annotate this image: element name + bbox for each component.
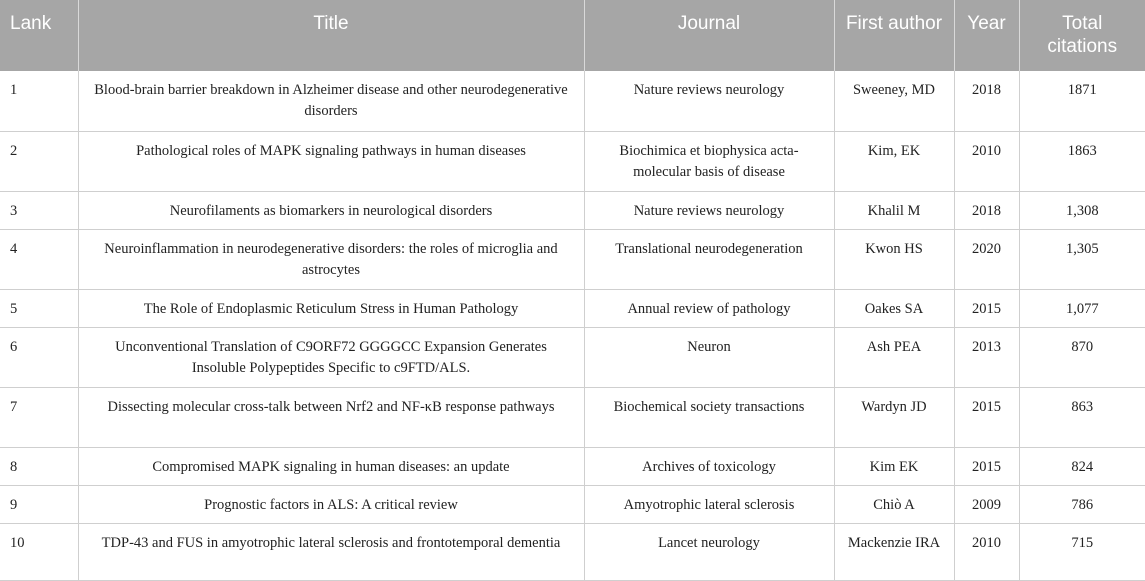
cell-first-author: Kwon HS [834,229,954,289]
cell-rank: 5 [0,289,78,327]
cell-rank: 7 [0,387,78,447]
cell-year: 2010 [954,131,1019,191]
cell-rank: 6 [0,327,78,387]
table-row [0,523,1145,580]
cell-citations: 715 [1019,523,1145,580]
cell-rank: 3 [0,191,78,229]
cell-journal: Lancet neurology [584,523,834,580]
header-first-author: First author [834,0,954,71]
cell-first-author: Ash PEA [834,327,954,387]
cell-citations: 863 [1019,387,1145,447]
cell-first-author: Oakes SA [834,289,954,327]
cell-title: Neurofilaments as biomarkers in neurological disorders [78,191,584,229]
table-row [0,289,1145,327]
cell-rank: 2 [0,131,78,191]
cell-year: 2010 [954,523,1019,580]
cell-first-author: Khalil M [834,191,954,229]
cell-title: Compromised MAPK signaling in human diseases: an update [78,447,584,485]
header-rank: Lank [0,0,78,71]
cell-rank: 4 [0,229,78,289]
cell-first-author: Kim EK [834,447,954,485]
cell-journal: Annual review of pathology [584,289,834,327]
cell-rank: 8 [0,447,78,485]
cell-first-author: Mackenzie IRA [834,523,954,580]
cell-journal: Amyotrophic lateral sclerosis [584,485,834,523]
cell-journal: Nature reviews neurology [584,71,834,131]
cell-title: Neuroinflammation in neurodegenerative disorders: the roles of microglia and astrocytes [78,229,584,289]
table-row [0,191,1145,229]
cell-citations: 1,308 [1019,191,1145,229]
cell-title: Dissecting molecular cross-talk between Nrf2 and NF-κB response pathways [78,387,584,447]
cell-journal: Neuron [584,327,834,387]
cell-title: Pathological roles of MAPK signaling pathways in human diseases [78,131,584,191]
table-row [0,131,1145,191]
cell-first-author: Sweeney, MD [834,71,954,131]
table-row [0,387,1145,447]
cell-year: 2015 [954,387,1019,447]
cell-year: 2018 [954,71,1019,131]
cell-year: 2018 [954,191,1019,229]
cell-citations: 1,305 [1019,229,1145,289]
cell-journal: Biochemical society transactions [584,387,834,447]
cell-rank: 1 [0,71,78,131]
header-total-citations: Total citations [1019,0,1145,71]
cell-year: 2020 [954,229,1019,289]
cell-year: 2009 [954,485,1019,523]
cell-year: 2013 [954,327,1019,387]
cell-year: 2015 [954,289,1019,327]
cell-citations: 1871 [1019,71,1145,131]
cell-journal: Biochimica et biophysica acta-molecular basis of disease [584,131,834,191]
table-row [0,71,1145,131]
cell-rank: 9 [0,485,78,523]
cell-citations: 786 [1019,485,1145,523]
cell-citations: 1863 [1019,131,1145,191]
cell-rank: 10 [0,523,78,580]
cell-year: 2015 [954,447,1019,485]
header-journal: Journal [584,0,834,71]
cell-journal: Archives of toxicology [584,447,834,485]
table-row [0,447,1145,485]
table-row [0,229,1145,289]
cell-citations: 1,077 [1019,289,1145,327]
cell-first-author: Kim, EK [834,131,954,191]
table-header-row [0,0,1145,71]
cell-citations: 824 [1019,447,1145,485]
table-row [0,327,1145,387]
cell-title: The Role of Endoplasmic Reticulum Stress in Human Pathology [78,289,584,327]
cell-citations: 870 [1019,327,1145,387]
cell-first-author: Chiò A [834,485,954,523]
cell-first-author: Wardyn JD [834,387,954,447]
header-year: Year [954,0,1019,71]
cell-title: Prognostic factors in ALS: A critical review [78,485,584,523]
cell-title: TDP-43 and FUS in amyotrophic lateral sclerosis and frontotemporal dementia [78,523,584,580]
cell-title: Unconventional Translation of C9ORF72 GGGGCC Expansion Generates Insoluble Polypeptides Specific to c9FTD/ALS. [78,327,584,387]
cell-journal: Translational neurodegeneration [584,229,834,289]
table-row [0,485,1145,523]
header-title: Title [78,0,584,71]
cell-journal: Nature reviews neurology [584,191,834,229]
cell-title: Blood-brain barrier breakdown in Alzheimer disease and other neurodegenerative disorders [78,71,584,131]
